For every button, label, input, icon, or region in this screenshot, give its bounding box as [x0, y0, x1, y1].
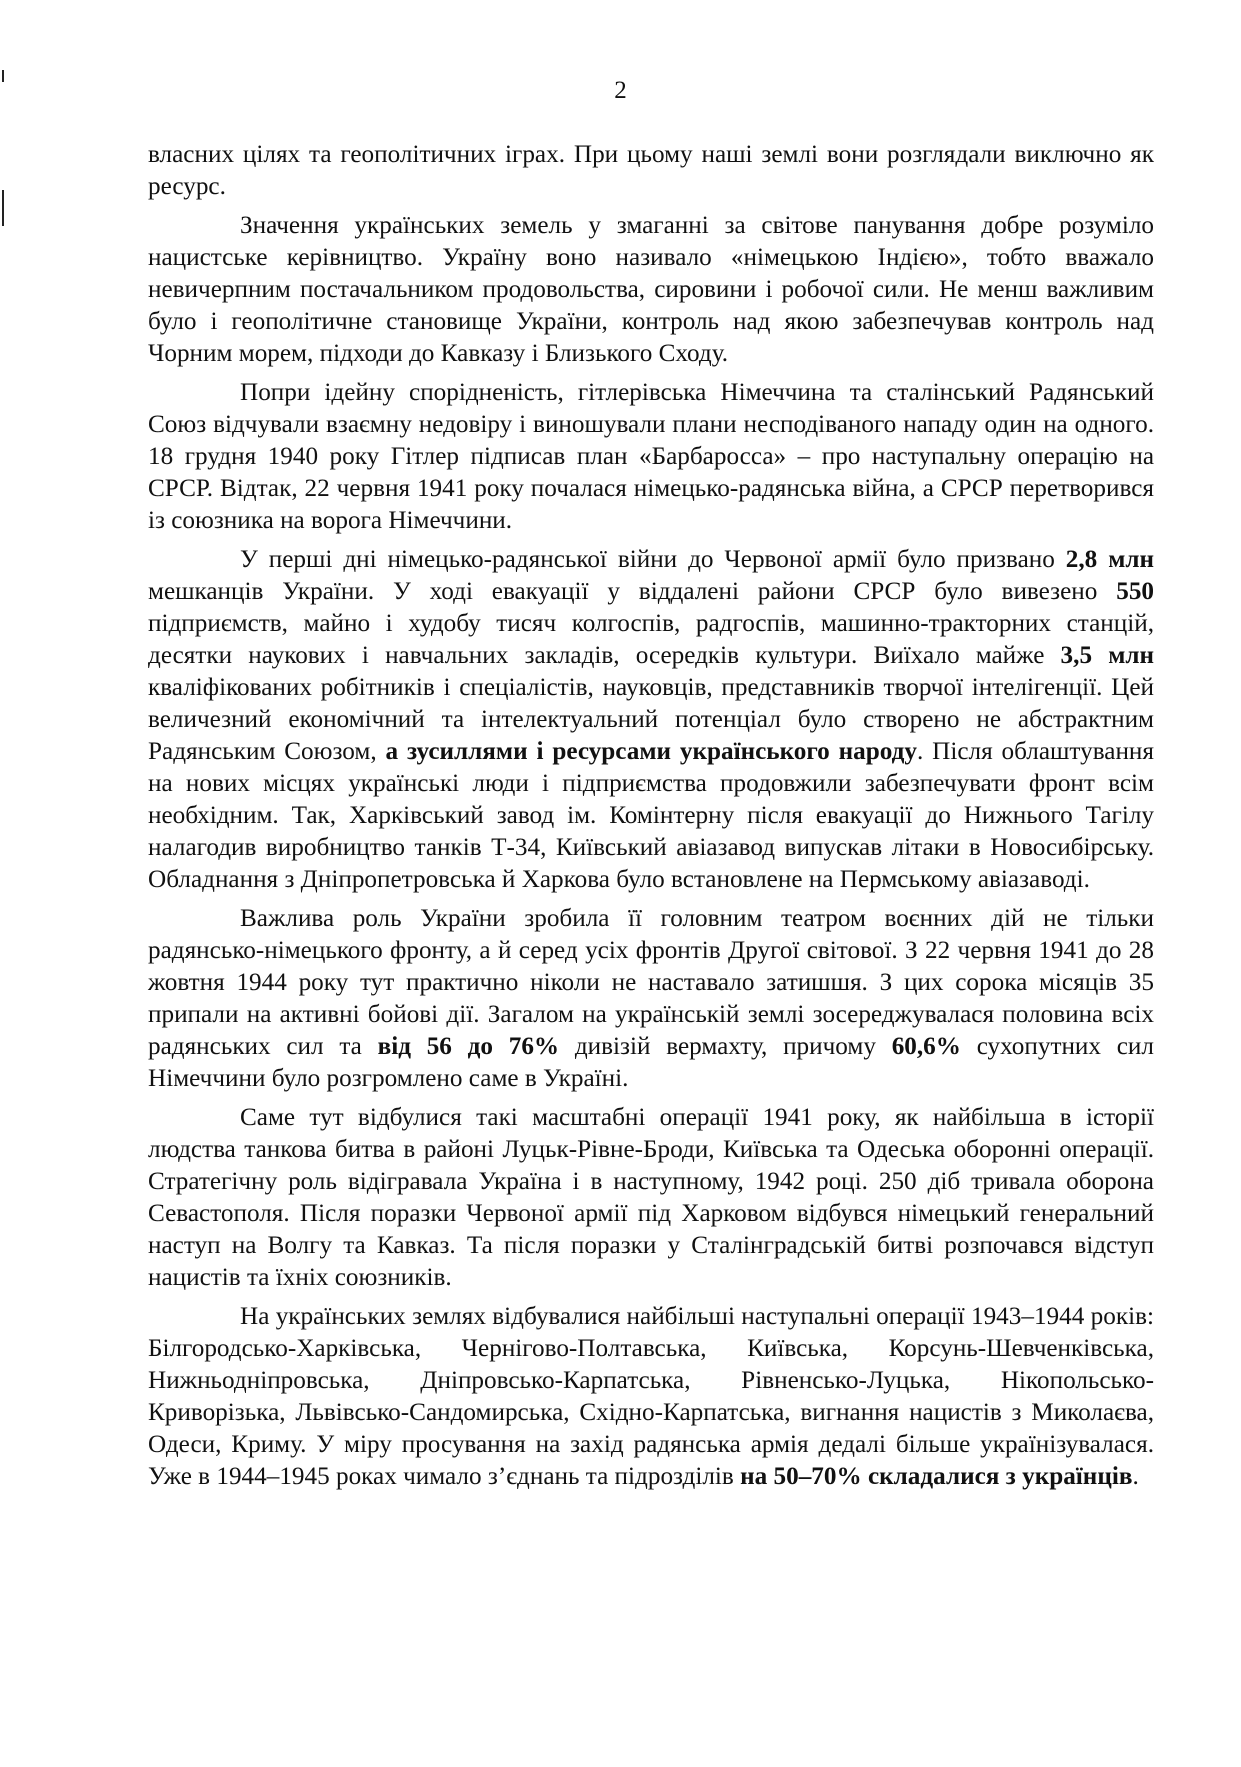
bold-text: а зусиллями і ресурсами українського народу [385, 738, 917, 765]
bold-text: 3,5 млн [1060, 642, 1154, 669]
page-number: 2 [614, 77, 627, 104]
paragraph [148, 1102, 1154, 1294]
document-body [148, 139, 1154, 1493]
bold-text: на 50–70% складалися з українців [740, 1463, 1133, 1490]
text-run: власних цілях та геополітичних іграх. При цьому наші землі вони розглядали виключно як ресурс. [148, 141, 1154, 200]
text-run: . [1132, 1463, 1139, 1490]
bold-text: 2,8 млн [1065, 546, 1154, 573]
paragraph [148, 139, 1154, 203]
paragraph [148, 210, 1154, 370]
text-run: . Після облаштування на нових місцях українські люди і підприємства продовжили забезпечувати фронт всім необхідним. Так, Харківський завод ім. Комінтерну після евакуації до Нижнього Тагілу налагодив виробництво танків Т-34, Київський авіазавод випускав літаки в Новосибірську. Обладнання з Дніпропетровська й Харкова було встановлене на Пермському авіазаводі. [148, 738, 1154, 893]
text-run: сухопутних сил Німеччини було розгромлено саме в Україні. [148, 1033, 1154, 1092]
scan-edge-mark [2, 190, 4, 226]
paragraph [148, 544, 1154, 896]
bold-text: від 56 до 76% [377, 1033, 560, 1060]
paragraph [148, 377, 1154, 537]
paragraph [148, 903, 1154, 1095]
text-run: мешканців України. У ході евакуації у віддалені райони СРСР було вивезено [148, 578, 1117, 605]
bold-text: 550 [1116, 578, 1154, 605]
text-run: У перші дні німецько-радянської війни до Червоної армії було призвано [240, 546, 1066, 573]
text-run: Важлива роль України зробила її головним театром воєнних дій не тільки радянсько-німецького фронту, а й серед усіх фронтів Другої світової. З 22 червня 1941 до 28 жовтня 1944 року тут практично ніколи не наставало затишшя. З цих сорока місяців 35 припали на активні бойові дії. Загалом на українській землі зосереджувалася половина всіх радянських сил та [148, 905, 1154, 1060]
text-run: кваліфікованих робітників і спеціалістів, науковців, представників творчої інтелігенції. Цей величезний економічний та інтелектуальний потенціал було створено не абстрактним Радянським Союзом, [148, 674, 1154, 765]
text-run: Саме тут відбулися такі масштабні операції 1941 року, як найбільша в історії людства танкова битва в районі Луцьк-Рівне-Броди, Київська та Одеська оборонні операції. Стратегічну роль відігравала Україна і в наступному, 1942 році. 250 діб тривала оборона Севастополя. Після поразки Червоної армії під Харковом відбувся німецький генеральний наступ на Волгу та Кавказ. Та після поразки у Сталінградській битві розпочався відступ нацистів та їхніх союзників. [148, 1104, 1154, 1291]
text-run: дивізій вермахту, причому [559, 1033, 892, 1060]
text-run: підприємств, майно і худобу тисяч колгоспів, радгоспів, машинно-тракторних станцій, десятки наукових і навчальних закладів, осередків культури. Виїхало майже [148, 610, 1154, 669]
text-run: Значення українських земель у змаганні за світове панування добре розуміло нацистське керівництво. Україну воно називало «німецькою Індією», тобто вважало невичерпним постачальником продовольства, сировини і робочої сили. Не менш важливим було і геополітичне становище України, контроль над якою забезпечував контроль над Чорним морем, підходи до Кавказу і Близького Сходу. [148, 212, 1154, 367]
bold-text: 60,6% [891, 1033, 961, 1060]
text-run: Попри ідейну спорідненість, гітлерівська Німеччина та сталінський Радянський Союз відчували взаємну недовіру і виношували плани несподіваного нападу один на одного. 18 грудня 1940 року Гітлер підписав план «Барбаросса» – про наступальну операцію на СРСР. Відтак, 22 червня 1941 року почалася німецько-радянська війна, а СРСР перетворився із союзника на ворога Німеччини. [148, 379, 1154, 534]
text-run: На українських землях відбувалися найбільші наступальні операції 1943–1944 років: Білгородсько-Харківська, Чернігово-Полтавська, Київська, Корсунь-Шевченківська, Нижньодніпровська, Дніпровсько-Карпатська, Рівненсько-Луцька, Нікопольсько-Криворізька, Львівсько-Сандомирська, Східно-Карпатська, вигнання нацистів з Миколаєва, Одеси, Криму. У міру просування на захід радянська армія дедалі більше українізувалася. Уже в 1944–1945 роках чимало з’єднань та підрозділів [148, 1303, 1154, 1490]
paragraph [148, 1301, 1154, 1493]
